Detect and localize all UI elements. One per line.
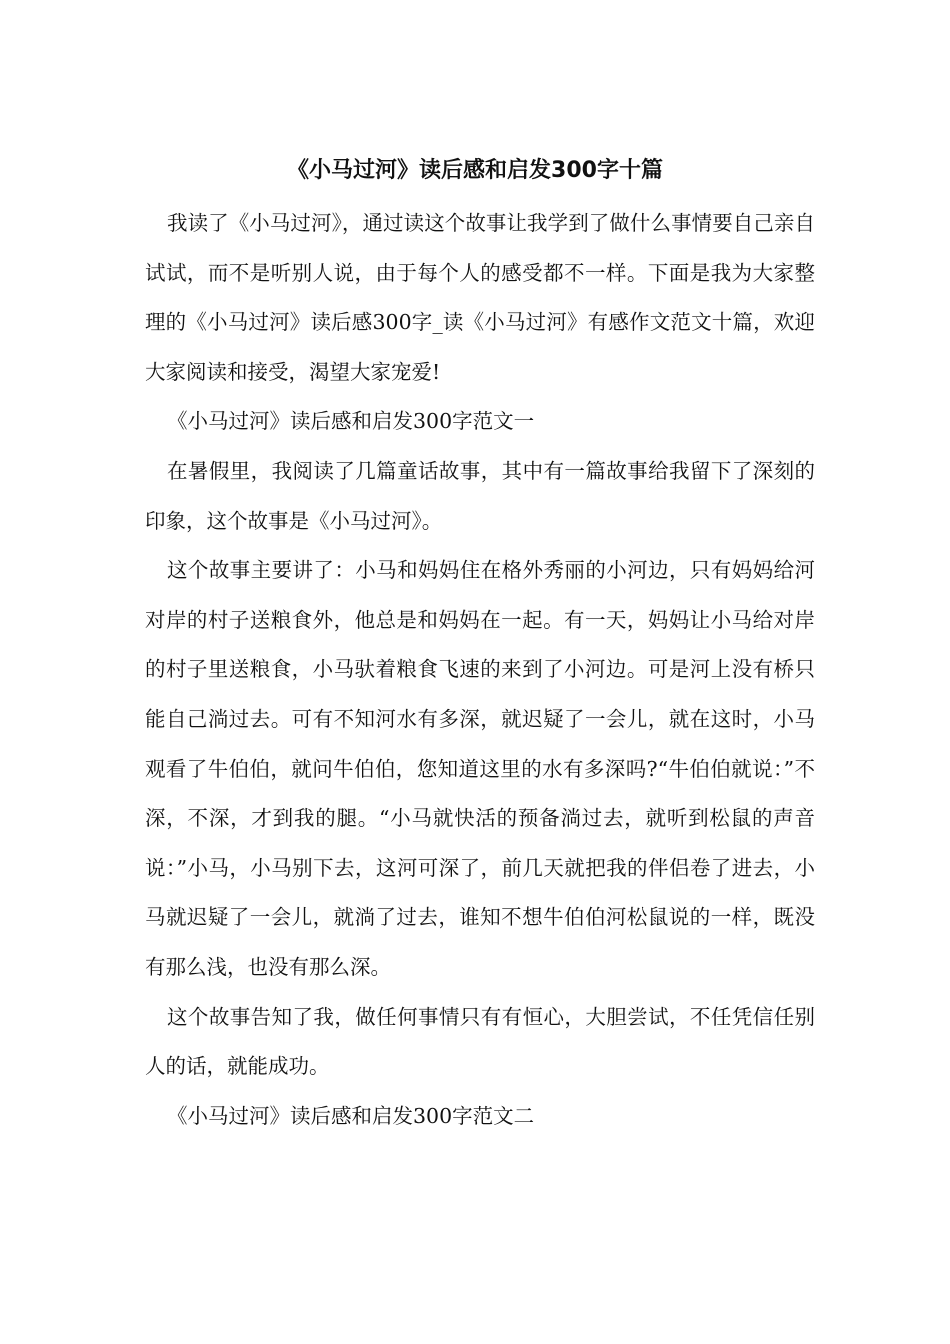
body-paragraph: 这个故事主要讲了：小马和妈妈住在格外秀丽的小河边，只有妈妈给河对岸的村子送粮食外，他总是和妈妈在一起。有一天，妈妈让小马给对岸的村子里送粮食，小马驮着粮食飞速的来到了小河边。可是河上没有桥只能自己淌过去。可有不知河水有多深，就迟疑了一会儿，就在这时，小马观看了牛伯伯，就问牛伯伯，您知道这里的水有多深吗?“牛伯伯就说：”不深，不深，才到我的腿。“小马就快活的预备淌过去，就听到松鼠的声音说：”小马，小马别下去，这河可深了，前几天就把我的伴侣卷了进去，小马就迟疑了一会儿，就淌了过去，谁知不想牛伯伯河松鼠说的一样，既没有那么浅，也没有那么深。 xyxy=(145,558,815,979)
intro-paragraph: 我读了《小马过河》，通过读这个故事让我学到了做什么事情要自己亲自试试，而不是听别人说，由于每个人的感受都不一样。下面是我为大家整理的《小马过河》读后感300字_读《小马过河》有感作文范文十篇，欢迎大家阅读和接受，渴望大家宠爱! xyxy=(145,211,815,384)
document-body xyxy=(145,199,815,1141)
body-paragraph: 这个故事告知了我，做任何事情只有有恒心，大胆尝试，不任凭信任别人的话，就能成功。 xyxy=(145,1004,815,1079)
section-heading-1: 《小马过河》读后感和启发300字范文一 xyxy=(167,409,535,434)
section-heading-2: 《小马过河》读后感和启发300字范文二 xyxy=(167,1103,535,1128)
body-paragraph: 在暑假里，我阅读了几篇童话故事，其中有一篇故事给我留下了深刻的印象，这个故事是《小马过河》。 xyxy=(145,458,815,533)
document-title: 《小马过河》读后感和启发300字十篇 xyxy=(287,158,663,183)
